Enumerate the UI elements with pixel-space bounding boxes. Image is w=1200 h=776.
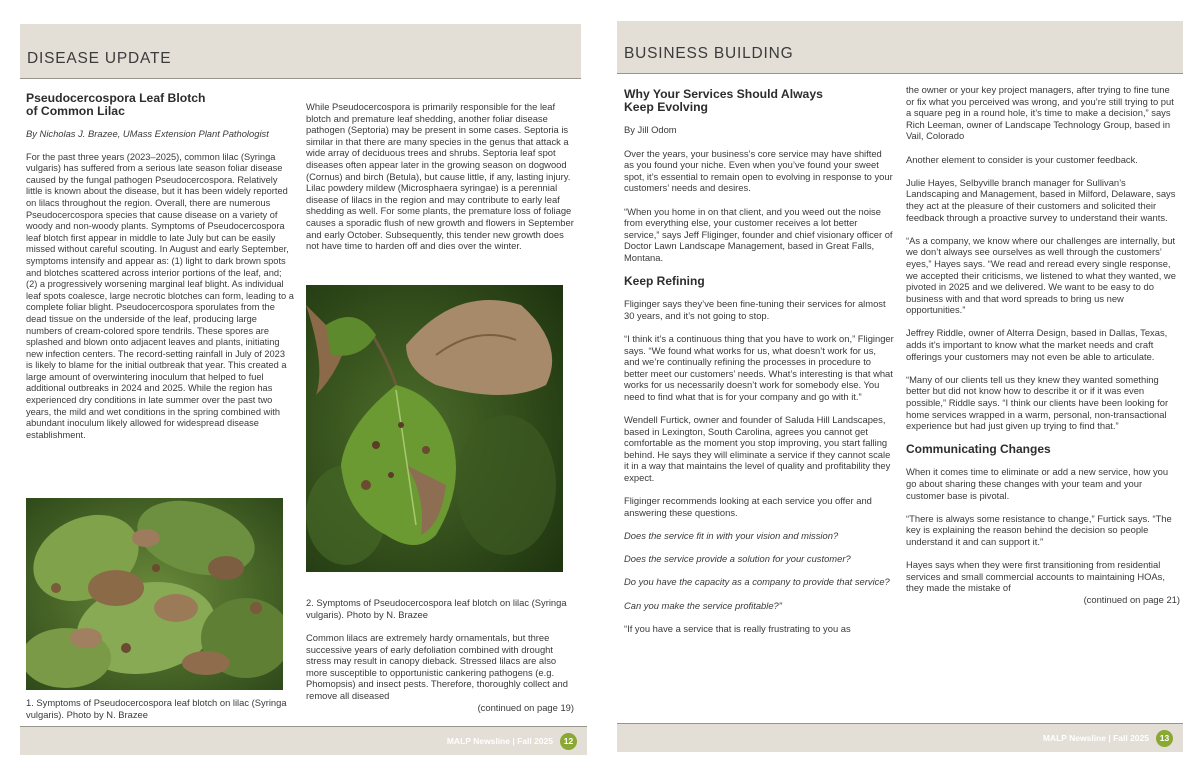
body-paragraph: “When you home in on that client, and you weed out the noise from everything else, your customer receives a lot better service,” says Jeff Fliginger, founder and chief visionary officer of Doctor Lawn Landscape Management, based in Great Falls, Montana. (624, 205, 893, 263)
question: Does the service fit in with your vision and mission? (624, 530, 839, 541)
subhead-communicating-changes: Communicating Changes (906, 442, 1051, 457)
section-label: DISEASE UPDATE (27, 50, 172, 67)
left-column-1 (26, 92, 294, 453)
page-number: 13 (1156, 730, 1173, 747)
body-paragraph: Fliginger recommends looking at each service you offer and answering these questions. (624, 495, 872, 518)
body-paragraph: “Many of our clients tell us they knew they wanted something better but did not know how to describe it or if it was even possible,” Riddle says. “I think our clients have been looking for home services wrapped in a warm, personal, non-transactional experience but had just given up trying to find that.” (906, 373, 1169, 432)
body-paragraph: Over the years, your business’s core service may have shifted as you found your niche. Even when you’ve found your sweet spot, it’s essential to remain open to evolving in response to your customers’ needs and desires. (624, 147, 893, 194)
body-paragraph: Wendell Furtick, owner and founder of Saluda Hill Landscapes, based in Lexington, South Carolina, agrees you cannot get comfortable as the moment you stop improving, you start falling behind. He says they will eliminate a service if they cannot scale it in a way that maintains the level of quality and profitability they expect. (624, 414, 891, 484)
left-column-2 (306, 101, 574, 263)
continued-note: (continued on page 21) (1083, 593, 1180, 605)
byline: By Jill Odom (624, 124, 677, 136)
left-page (0, 0, 590, 776)
body-paragraph: For the past three years (2023–2025), common lilac (Syringa vulgaris) has suffered from a serious late season foliar disease caused by the fungal pathogen Pseudocercospora. Relatively little is known about the disease, but it has been widely reported on lilacs throughout the region. Overall, there are numerous Pseudocercospora species that cause disease on a variety of woody and non-woody plants. Symptoms of Pseudocercospora leaf blotch first appear in middle to late July but can be easily missed without careful scouting. In August and early September, symptoms intensify and appear as: (1) light to dark brown spots and blotches scattered across interior portions of the leaf, and; (2) a progressively worsening marginal leaf blight. As individual leaf spots coalesce, large necrotic blotches can form, leading to a complete foliar blight. Pseudocercospora sporulates from the dead tissue on the underside of the leaf, producing large numbers of cream-colored spore tendrils. These spores are splashed and blown onto adjacent leaves and plants, initiating new infection centers. The record-setting rainfall in July of 2023 is likely to blame for the initial outbreak that year. This created a large amount of overwintering inoculum that helped to fuel additional outbreaks in 2024 and 2025. While the region has experienced dry conditions in late summer over the past two years, the mild and wet conditions in the spring combined with abundant inoculum likely allowed for widespread disease establishment. (26, 151, 294, 440)
right-footer-band (617, 723, 1183, 752)
lilac-leaf-photo-2 (306, 285, 563, 572)
body-paragraph: When it comes time to eliminate or add a new service, how you go about sharing these changes with your team and your customer base is pivotal. (906, 466, 1169, 501)
body-paragraph: Jeffrey Riddle, owner of Alterra Design, based in Dallas, Texas, adds it’s important to know what the market needs and craft offerings your customers may not even be able to articulate. (906, 327, 1168, 362)
right-column-1 (624, 88, 894, 646)
footer-text: MALP Newsline | Fall 2025 (1042, 733, 1149, 743)
left-footer-band (20, 726, 587, 755)
body-paragraph: the owner or your key project managers, after trying to fine tune or fix what you perceived was wrong, and you’re still trying to put a square peg in a round hole, it’s time to make a decision,” says Rich Leeman, owner of Landscape Technology Group, based in Vail, Colorado (906, 84, 1174, 142)
body-paragraph: Fliginger says they’ve been fine-tuning their services for almost 30 years, and it’s not going to stop. (624, 298, 886, 321)
byline: By Nicholas J. Brazee, UMass Extension Plant Pathologist (26, 128, 269, 140)
body-paragraph: “There is always some resistance to change,” Furtick says. “The key is explaining the reason behind the decision so people understand it and can support it.” (906, 512, 1172, 547)
left-column-2-continued (306, 632, 574, 713)
body-paragraph: “As a company, we know where our challenges are internally, but we don’t always see ourselves as well through the customers’ eyes,” Hayes says. “We read and reread every single response, we accepted their criticisms, we listened to what they wanted, we pivoted in 2025 and we delivered. We want to be easy to do business with and that word spreads to bring us new opportunities.” (906, 234, 1176, 316)
body-paragraph: “If you have a service that is really frustrating to you as (624, 622, 851, 634)
footer-text: MALP Newsline | Fall 2025 (446, 736, 553, 746)
subhead-keep-refining: Keep Refining (624, 274, 705, 289)
continued-note: (continued on page 19) (477, 701, 574, 713)
body-paragraph: Common lilacs are extremely hardy ornamentals, but three successive years of early defoliation combined with drought stress may result in canopy dieback. Stressed lilacs are also more susceptible to opportunistic cankering pathogens (e.g. Phomopsis) and insect pests. Therefore, thoroughly collect and remove all diseased (306, 632, 568, 701)
left-header-band (20, 24, 581, 79)
article-title: Pseudocercospora Leaf Blotch of Common Lilac (26, 91, 206, 119)
question: Can you make the service profitable?” (624, 599, 782, 611)
question: Do you have the capacity as a company to provide that service? (624, 576, 890, 588)
photo-caption-1: 1. Symptoms of Pseudocercospora leaf blotch on lilac (Syringa vulgaris). Photo by N. Brazee (26, 697, 287, 720)
body-paragraph: Hayes says when they were first transitioning from residential services and small commercial accounts to maintaining HOAs, they made the mistake of (906, 559, 1165, 594)
right-column-2 (906, 84, 1180, 606)
page-number: 12 (560, 733, 577, 750)
body-paragraph: Another element to consider is your customer feedback. (906, 153, 1138, 165)
question: Does the service provide a solution for your customer? (624, 553, 851, 565)
body-paragraph: “I think it’s a continuous thing that you have to work on,” Fliginger says. “We found what works for us, what doesn’t work for us, and we’re continually refining the processes in procedure to better meet our customers’ needs. What’s interesting is that what works for us necessarily doesn’t work for somebody else. You need to find what that is for your company and go with it.” (624, 332, 894, 402)
photo-caption-2: 2. Symptoms of Pseudocercospora leaf blotch on lilac (Syringa vulgaris). Photo by N. Brazee (306, 597, 567, 620)
right-header-band (617, 21, 1183, 74)
body-paragraph: Julie Hayes, Selbyville branch manager for Sullivan’s Landscaping and Management, based in Milford, Delaware, says they act at the pleasure of their customers and solicited their feedback through a proactive survey to understand their wants. (906, 176, 1176, 223)
body-paragraph: While Pseudocercospora is primarily responsible for the leaf blotch and premature leaf shedding, another foliar disease pathogen (Septoria) may be present in some cases. Septoria is similar in that there are many species in the genus that attack a wide array of deciduous trees and shrubs. Septoria leaf spot diseases often appear later in the growing season on dogwood (Cornus) and birch (Betula), but cause little, if any, lasting injury. Lilac powdery mildew (Microsphaera syringae) is a perennial disease of lilacs in the region and may contribute to early leaf shedding as well. For some plants, the premature loss of foliage causes a sporadic flush of new growth and flowers in September and early October. Subsequently, this tender new growth does not have time to harden off and dies over the winter. (306, 101, 574, 252)
lilac-leaf-photo-1 (26, 498, 283, 690)
section-label: BUSINESS BUILDING (624, 45, 794, 62)
article-title: Why Your Services Should Always Keep Evolving (624, 87, 823, 115)
right-page (600, 0, 1190, 776)
